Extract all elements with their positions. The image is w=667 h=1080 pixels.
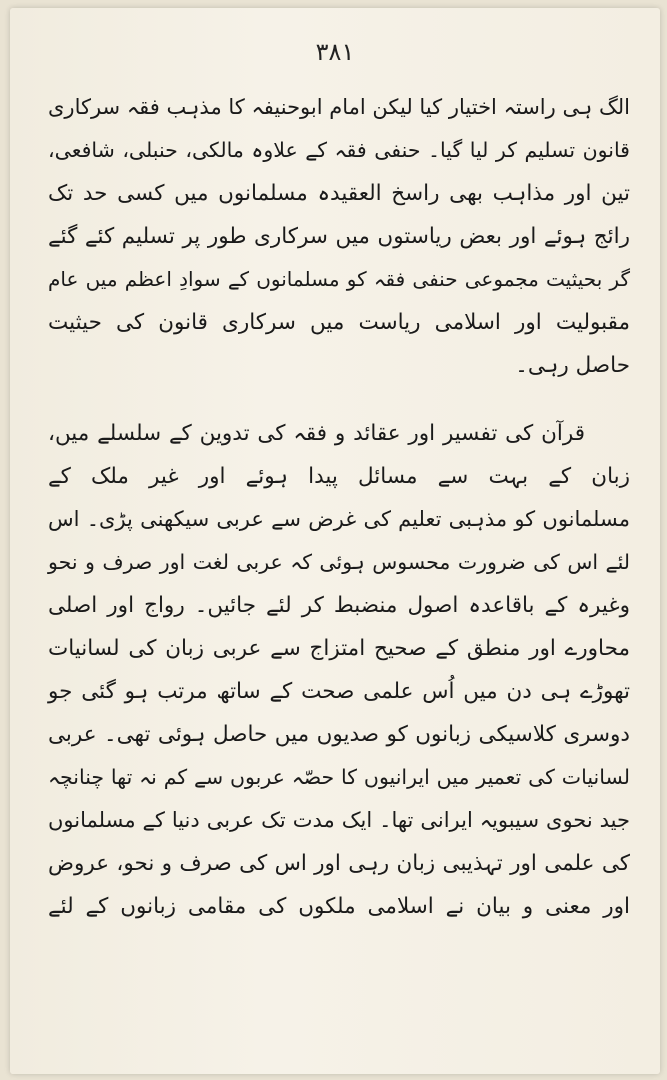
book-page (10, 8, 660, 1074)
paragraph (48, 86, 630, 387)
paragraph-gap (48, 387, 630, 412)
text-line: اور معنی و بیان نے اسلامی ملکوں کی مقامی زبانوں کے لئے (48, 894, 630, 919)
text-line: وغیرہ کے باقاعدہ اصول منضبط کر لئے جائیں۔ رواج اور اصلی (48, 593, 630, 618)
text-line: دوسری کلاسیکی زبانوں کو صدیوں میں حاصل ہوئی تھی۔ عربی (48, 722, 630, 747)
text-line: محاورے اور منطق کے صحیح امتزاج سے عربی زبان کی لسانیات (48, 636, 630, 661)
text-line: الگ ہی راستہ اختیار کیا لیکن امام ابوحنیفہ کا مذہب فقہ سرکاری (48, 95, 630, 119)
text-line: تین اور مذاہب بھی راسخ العقیدہ مسلمانوں میں کسی حد تک (48, 181, 630, 206)
text-line: لسانیات کی تعمیر میں ایرانیوں کا حصّہ عربوں سے کم نہ تھا چنانچہ (48, 765, 630, 789)
text-line: قانون تسلیم کر لیا گیا۔ حنفی فقہ کے علاوہ مالکی، حنبلی، شافعی، (48, 138, 630, 162)
text-line: رائج ہوئے اور بعض ریاستوں میں سرکاری طور پر تسلیم کئے گئے (48, 224, 630, 249)
text-line: مسلمانوں کو مذہبی تعلیم کی غرض سے عربی سیکھنی پڑی۔ اس (48, 507, 630, 531)
text-line: زبان کے بہت سے مسائل پیدا ہوئے اور غیر ملک کے (48, 464, 630, 489)
text-line: گر بحیثیت مجموعی حنفی فقہ کو مسلمانوں کے سوادِ اعظم میں عام (48, 267, 630, 291)
text-line: جید نحوی سیبویہ ایرانی تھا۔ ایک مدت تک عربی دنیا کے مسلمانوں (48, 808, 630, 832)
text-line: تھوڑے ہی دن میں اُس علمی صحت کے ساتھ مرتب ہو گئی جو (48, 679, 630, 704)
text-line: مقبولیت اور اسلامی ریاست میں سرکاری قانون کی حیثیت (48, 310, 630, 335)
text-line: لئے اس کی ضرورت محسوس ہوئی کہ عربی لغت اور صرف و نحو (48, 550, 630, 574)
page-body (48, 86, 630, 928)
page-number: ۳۸۱ (315, 38, 355, 66)
paragraph (48, 412, 630, 928)
text-line: حاصل رہی۔ (515, 353, 630, 378)
text-line: کی علمی اور تہذیبی زبان رہی اور اس کی صرف و نحو، عروض (48, 851, 630, 876)
text-line: قرآن کی تفسیر اور عقائد و فقہ کی تدوین کے سلسلے میں، (48, 421, 585, 446)
